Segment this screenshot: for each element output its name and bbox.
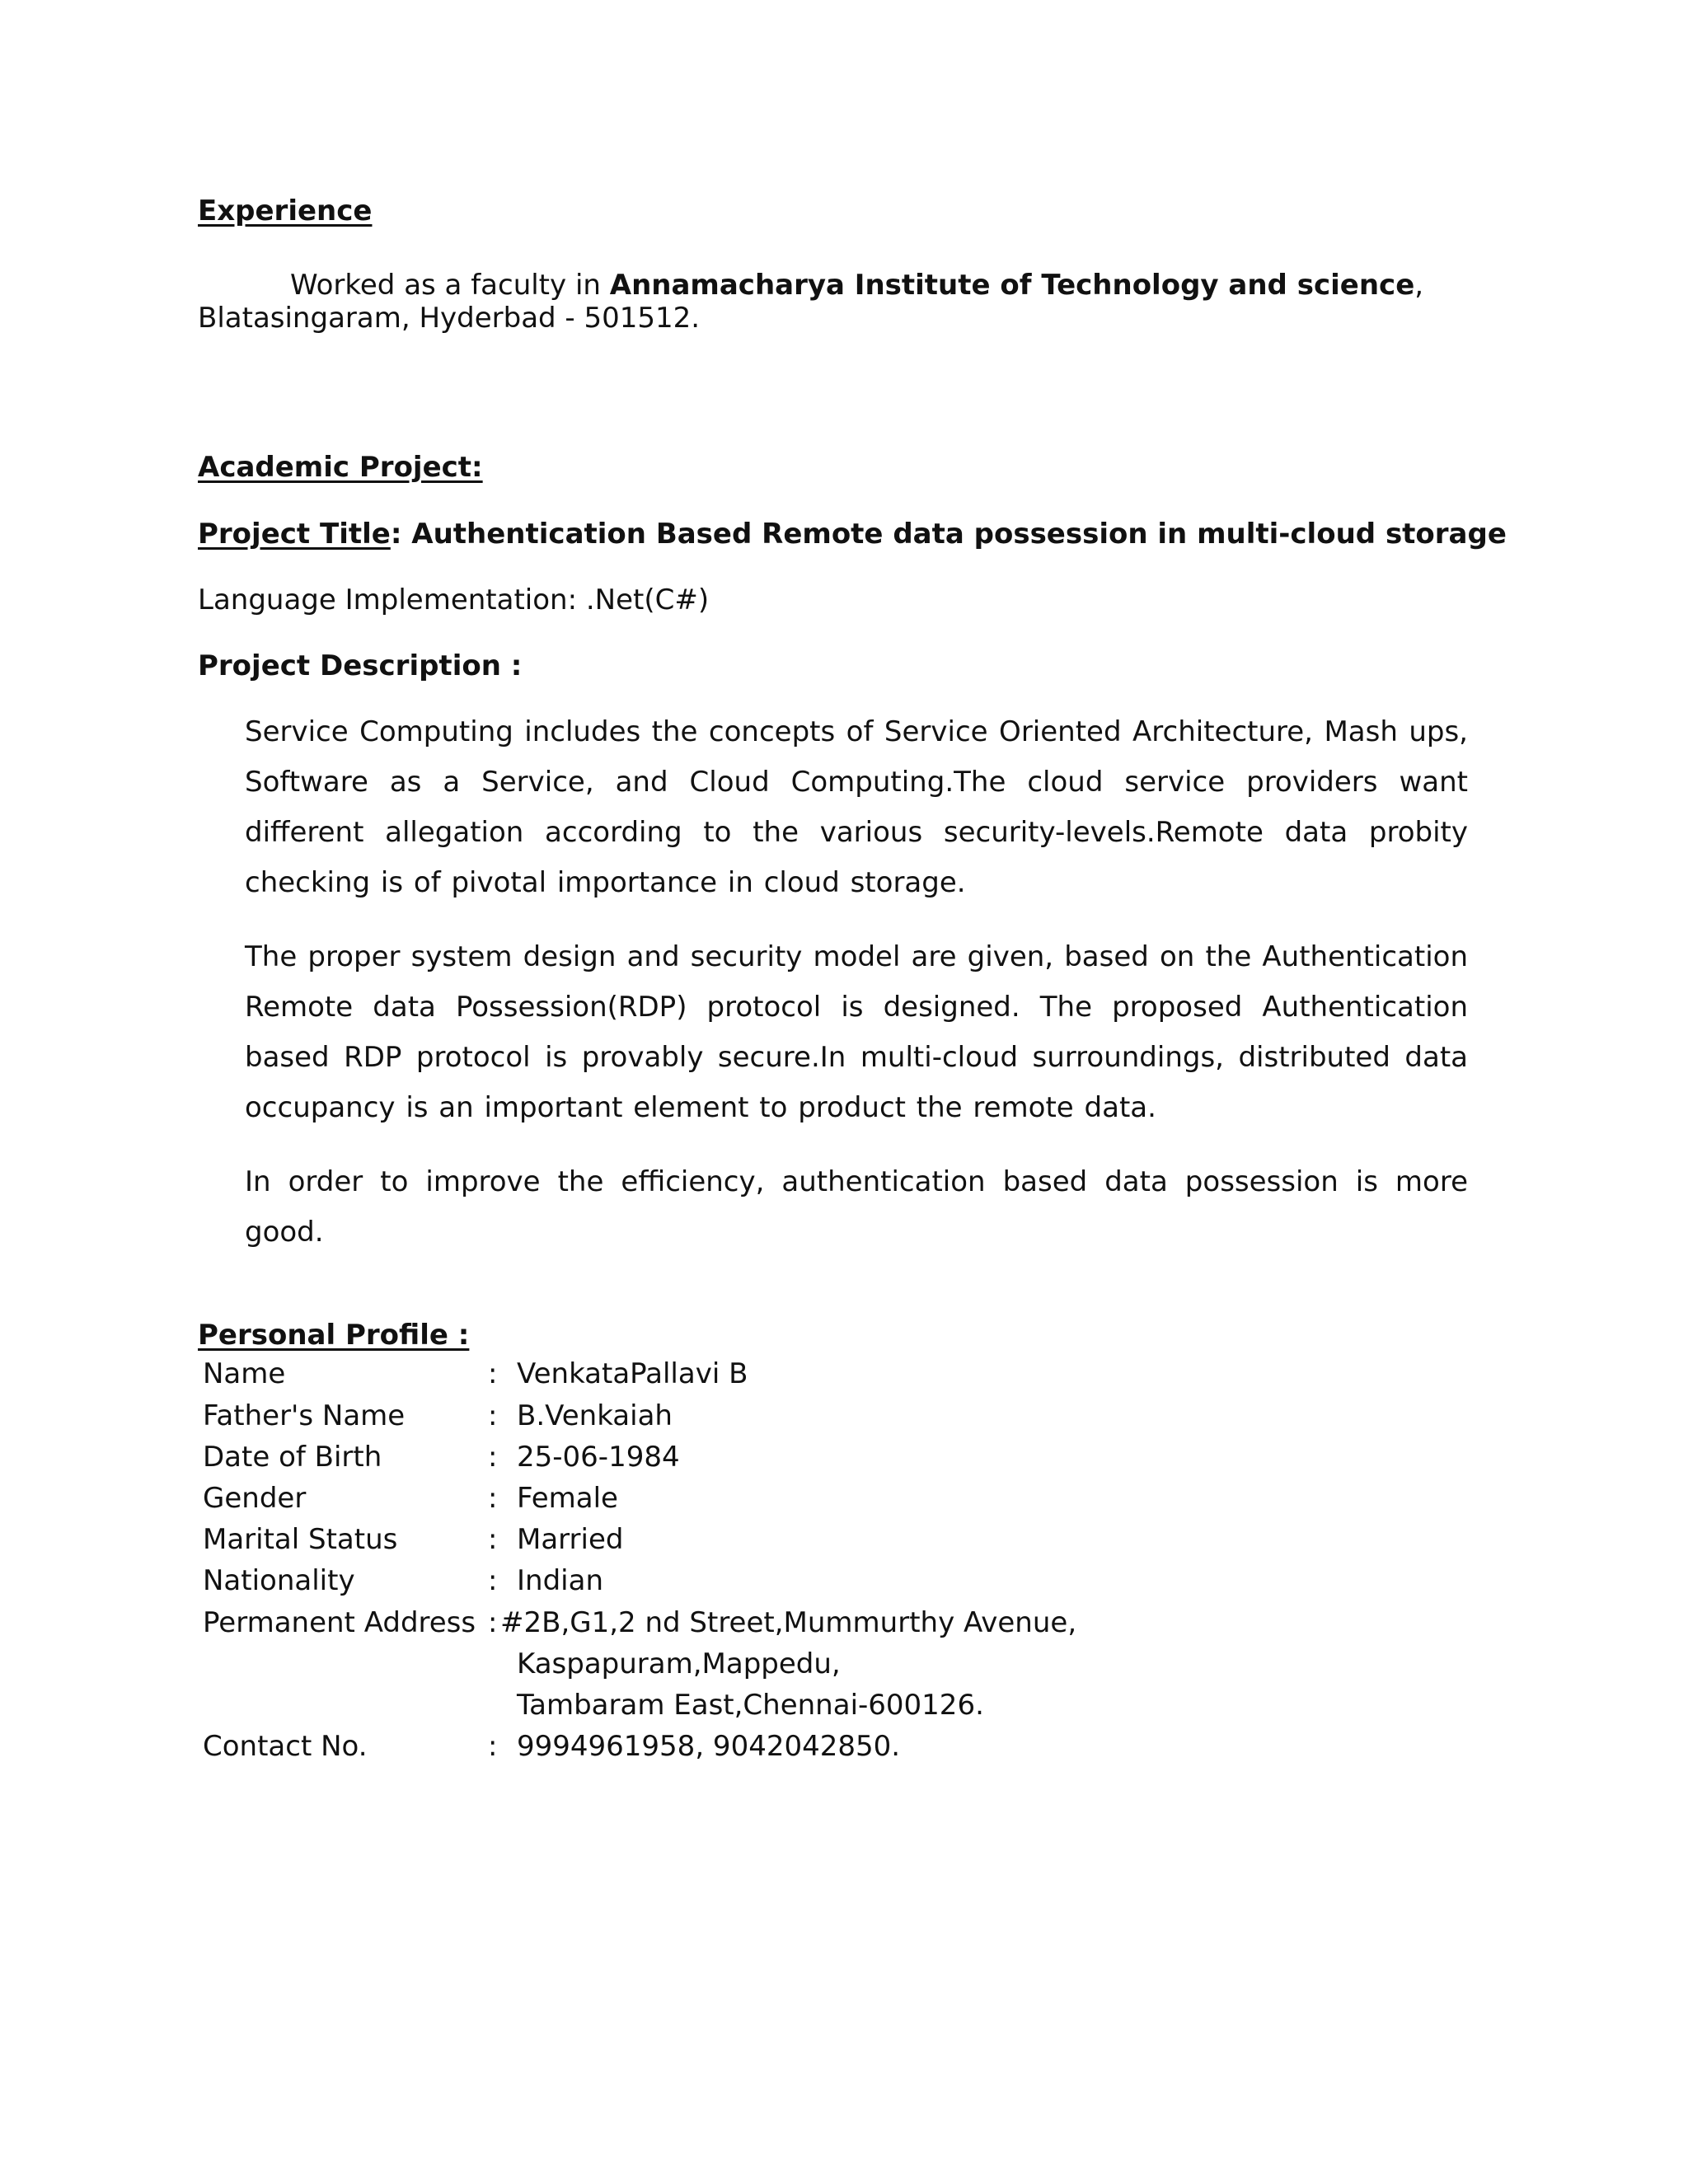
profile-colon: : (488, 1399, 498, 1432)
experience-suffix: , (1414, 269, 1424, 302)
language-line: Language Implementation: .Net(C#) (198, 583, 710, 616)
profile-colon: : (488, 1730, 498, 1763)
academic-heading: Academic Project: (198, 451, 483, 484)
profile-colon: : (488, 1523, 498, 1556)
profile-value: Indian (517, 1564, 603, 1597)
profile-value: B.Venkaiah (517, 1399, 673, 1432)
profile-label: Nationality (203, 1564, 355, 1597)
profile-value: #2B,G1,2 nd Street,Mummurthy Avenue, (500, 1606, 1077, 1639)
profile-label: Contact No. (203, 1730, 368, 1763)
profile-value: Kaspapuram,Mappedu, (517, 1647, 841, 1680)
experience-prefix: Worked as a faculty in (290, 269, 610, 302)
profile-label: Father's Name (203, 1399, 406, 1432)
profile-value: Married (517, 1523, 624, 1556)
profile-label: Marital Status (203, 1523, 398, 1556)
profile-colon: : (488, 1564, 498, 1597)
personal-profile-heading: Personal Profile : (198, 1319, 470, 1352)
experience-heading: Experience (198, 194, 373, 227)
profile-colon: : (488, 1441, 498, 1474)
profile-colon: : (488, 1482, 498, 1515)
project-description-label: Project Description : (198, 649, 523, 682)
profile-value: VenkataPallavi B (517, 1357, 748, 1390)
project-title (198, 518, 1507, 551)
profile-colon: : (488, 1606, 498, 1639)
description-paragraph-3: In order to improve the efficiency, authentication based data possession is more good. (245, 1165, 1468, 1249)
experience-line-1 (290, 269, 1423, 302)
profile-value: 9994961958, 9042042850. (517, 1730, 901, 1763)
project-title-label: Project Title (198, 518, 391, 551)
profile-value: 25-06-1984 (517, 1441, 680, 1474)
description-paragraph-1: Service Computing includes the concepts of Service Oriented Architecture, Mash ups, Software as a Service, and Cloud Computing.The cloud service providers want different allegation according to the various security-levels.Remote data probity checking is of pivotal importance in cloud storage. (245, 715, 1468, 899)
description-paragraph-2: The proper system design and security model are given, based on the Authentication Remote data Possession(RDP) protocol is designed. The proposed Authentication based RDP protocol is provably secure.In multi-cloud surroundings, distributed data occupancy is an important element to product the remote data. (245, 940, 1468, 1124)
project-title-value: : Authentication Based Remote data possession in multi-cloud storage (390, 518, 1507, 551)
experience-line-2: Blatasingaram, Hyderbad - 501512. (198, 302, 701, 335)
institute-name: Annamacharya Institute of Technology and science (609, 269, 1415, 302)
profile-label: Permanent Address (203, 1606, 476, 1639)
profile-value: Female (517, 1482, 618, 1515)
profile-label: Name (203, 1357, 286, 1390)
profile-label: Gender (203, 1482, 307, 1515)
profile-value: Tambaram East,Chennai-600126. (517, 1689, 984, 1722)
profile-label: Date of Birth (203, 1441, 382, 1474)
profile-colon: : (488, 1357, 498, 1390)
